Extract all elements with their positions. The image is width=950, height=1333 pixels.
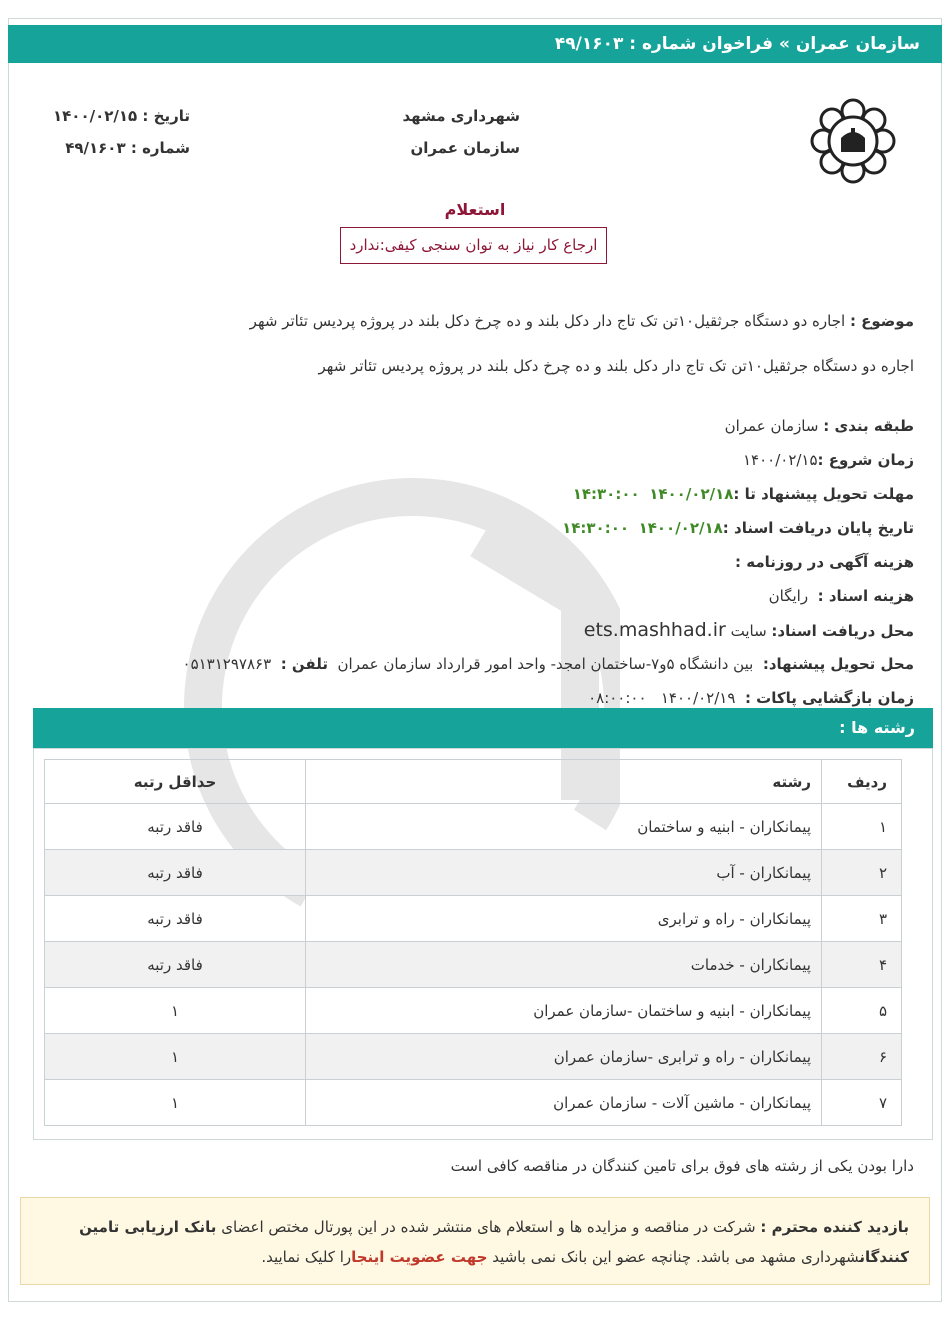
sufficiency-note: دارا بودن یکی از رشته های فوق برای تامین کنندگان در مناقصه کافی است [450, 1157, 914, 1175]
row-rank: ۱ [45, 988, 306, 1034]
table-row [45, 1034, 902, 1080]
row-field: پیمانکاران - خدمات [306, 942, 822, 988]
org-name: سازمان عمران [410, 139, 520, 157]
row-field: پیمانکاران - راه و ترابری -سازمان عمران [306, 1034, 822, 1080]
row-number: ۴ [822, 942, 902, 988]
receive-row [34, 616, 914, 650]
deadline-label: مهلت تحویل پیشنهاد تا : [733, 485, 914, 503]
title-org: سازمان عمران [795, 34, 920, 54]
date-label: تاریخ : [142, 107, 190, 125]
docs-end-date: ۱۴۰۰/۰۲/۱۸ [638, 519, 723, 537]
row-field: پیمانکاران - راه و ترابری [306, 896, 822, 942]
row-field: پیمانکاران - آب [306, 850, 822, 896]
fields-table-wrap [33, 748, 933, 1140]
col-radif: ردیف [822, 760, 902, 804]
row-number: ۶ [822, 1034, 902, 1080]
mashhad-municipality-logo [808, 96, 898, 186]
category-row [34, 412, 914, 446]
doc-cost-label: هزینه اسناد : [817, 587, 914, 605]
membership-link[interactable]: جهت عضویت اینجا [351, 1248, 488, 1266]
row-number: ۲ [822, 850, 902, 896]
start-row [34, 446, 914, 480]
row-rank: ۱ [45, 1034, 306, 1080]
category-value: سازمان عمران [724, 417, 819, 435]
number-value: ۴۹/۱۶۰۳ [65, 139, 126, 157]
table-row [45, 988, 902, 1034]
phone-value: ۰۵۱۳۱۲۹۷۸۶۳ [182, 655, 272, 673]
deliver-label: محل تحویل پیشنهاد: [762, 655, 914, 673]
deliver-row [34, 650, 914, 684]
col-field: رشته [306, 760, 822, 804]
opening-label: زمان بازگشایی پاکات : [744, 689, 914, 707]
row-rank: فاقد رتبه [45, 850, 306, 896]
row-field: پیمانکاران - ابنیه و ساختمان -سازمان عمران [306, 988, 822, 1034]
col-rank: حداقل رتبه [45, 760, 306, 804]
opening-date: ۱۴۰۰/۰۲/۱۹ [660, 689, 736, 707]
info-fields [34, 412, 914, 718]
visitor-text-2: شهرداری مشهد می باشد. چنانچه عضو این بانک نمی باشید [492, 1248, 860, 1266]
table-row [45, 942, 902, 988]
visitor-label: بازدید کننده محترم : [760, 1218, 909, 1236]
row-number: ۵ [822, 988, 902, 1034]
table-row [45, 896, 902, 942]
newspaper-row [34, 548, 914, 582]
visitor-notice [20, 1197, 930, 1285]
subject-label: موضوع : [849, 312, 914, 330]
docs-end-row [34, 514, 914, 548]
title-call-label: فراخوان شماره : [629, 34, 774, 54]
docs-end-label: تاریخ پایان دریافت اسناد : [722, 519, 914, 537]
deadline-date: ۱۴۰۰/۰۲/۱۸ [649, 485, 734, 503]
phone-label: تلفن : [280, 655, 328, 673]
fields-table [44, 759, 902, 1126]
row-field: پیمانکاران - ماشین آلات - سازمان عمران [306, 1080, 822, 1126]
doc-cost-row [34, 582, 914, 616]
table-row [45, 850, 902, 896]
category-label: طبقه بندی : [823, 417, 914, 435]
quality-note: ارجاع کار نیاز به توان سنجی کیفی:ندارد [340, 227, 607, 264]
row-field: پیمانکاران - ابنیه و ساختمان [306, 804, 822, 850]
title-separator: » [778, 34, 790, 54]
title-bar [8, 25, 942, 63]
city-name: شهرداری مشهد [402, 107, 520, 125]
visitor-text-1: شرکت در مناقصه و مزایده ها و استعلام های منتشر شده در این پورتال مختص اعضای [221, 1218, 756, 1236]
newspaper-label: هزینه آگهی در روزنامه : [735, 553, 914, 571]
row-rank: فاقد رتبه [45, 942, 306, 988]
table-row [45, 1080, 902, 1126]
opening-time: ۰۸:۰۰:۰۰ [588, 689, 647, 707]
row-number: ۷ [822, 1080, 902, 1126]
doc-type: استعلام [444, 200, 506, 219]
row-rank: فاقد رتبه [45, 804, 306, 850]
row-number: ۳ [822, 896, 902, 942]
row-number: ۱ [822, 804, 902, 850]
start-label: زمان شروع : [817, 451, 914, 469]
visitor-text-3: را کلیک نمایید. [261, 1248, 352, 1266]
subject-description: اجاره دو دستگاه جرثقیل۱۰تن تک تاج دار دکل بلند و ده چرخ دکل بلند در پروژه پردیس تئاتر شهر [318, 357, 914, 375]
title-call-number: ۴۹/۱۶۰۳ [554, 34, 624, 54]
docs-end-time: ۱۴:۳۰:۰۰ [562, 519, 630, 537]
visitor-bank: بانک ارزیابی تامین کنندگان [79, 1218, 909, 1266]
number-label: شماره : [130, 139, 190, 157]
row-rank: ۱ [45, 1080, 306, 1126]
receive-site-link[interactable]: ets.mashhad.ir [583, 619, 726, 641]
start-value: ۱۴۰۰/۰۲/۱۵ [742, 451, 818, 469]
org-header [402, 100, 520, 164]
receive-label: محل دریافت اسناد: [771, 622, 914, 640]
deadline-time: ۱۴:۳۰:۰۰ [572, 485, 640, 503]
deliver-value: بین دانشگاه ۵و۷-ساختمان امجد- واحد امور قرارداد سازمان عمران [337, 655, 754, 673]
table-row [45, 804, 902, 850]
row-rank: فاقد رتبه [45, 896, 306, 942]
doc-cost-value: رایگان [768, 587, 809, 605]
subject-line [250, 308, 914, 334]
subject-text: اجاره دو دستگاه جرثقیل۱۰تن تک تاج دار دکل بلند و ده چرخ دکل بلند در پروژه پردیس تئاتر شهر [249, 312, 846, 330]
date-number-block [40, 100, 190, 164]
receive-prefix: سایت [730, 622, 767, 640]
date-value: ۱۴۰۰/۰۲/۱۵ [52, 107, 138, 125]
fields-section-title: رشته ها : [33, 708, 933, 748]
deadline-row [34, 480, 914, 514]
